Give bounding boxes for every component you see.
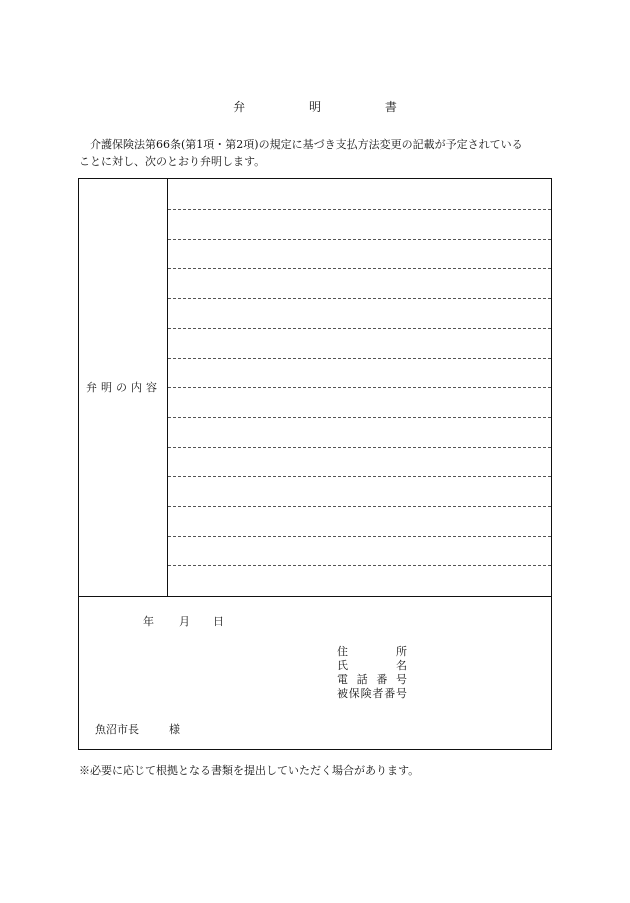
title-char: 弁 (233, 100, 246, 114)
writing-line (168, 239, 551, 240)
writing-line (168, 565, 551, 566)
addressee (95, 721, 180, 737)
content-label (79, 379, 168, 395)
writing-line (168, 358, 551, 359)
insured-number-field-label: 被 保 険 者 番 号 (337, 687, 407, 700)
footnote: ※必要に応じて根拠となる書類を提出していただく場合があります。 (79, 764, 420, 777)
intro-line-2: ことに対し、次のとおり弁明します。 (79, 155, 266, 168)
signature-section (79, 597, 551, 749)
content-label-char: の (116, 381, 131, 394)
explanation-form (78, 178, 552, 750)
writing-line (168, 506, 551, 507)
writing-line (168, 417, 551, 418)
address-field-label: 住 所 (337, 645, 407, 658)
writing-line (168, 387, 551, 388)
addressee-name: 魚沼市長 (95, 723, 139, 736)
date-month-label: 月 (179, 615, 190, 628)
content-label-cell (79, 179, 168, 596)
date-field[interactable] (143, 613, 224, 629)
content-label-char: 弁 (86, 381, 101, 394)
date-day-label: 日 (213, 615, 224, 628)
intro-line-1: 介護保険法第66条(第1項・第2項)の規定に基づき支払方法変更の記載が予定されている (90, 138, 523, 151)
content-label-char: 容 (146, 381, 161, 394)
content-section (79, 179, 551, 597)
writing-line (168, 298, 551, 299)
phone-field-label: 電 話 番 号 (337, 673, 407, 686)
writing-line (168, 536, 551, 537)
title-char: 明 (308, 100, 321, 114)
intro-paragraph (79, 136, 559, 170)
writing-line (168, 476, 551, 477)
writing-line (168, 268, 551, 269)
addressee-honorific: 様 (169, 723, 180, 736)
writing-line (168, 328, 551, 329)
content-label-char: 明 (101, 381, 116, 394)
name-field-label: 氏 名 (337, 659, 407, 672)
content-label-char: 内 (131, 381, 146, 394)
document-title (0, 98, 630, 115)
date-year-label: 年 (143, 615, 154, 628)
writing-line (168, 447, 551, 448)
title-char: 書 (384, 100, 397, 114)
content-writing-area[interactable] (168, 179, 551, 596)
writing-line (168, 209, 551, 210)
